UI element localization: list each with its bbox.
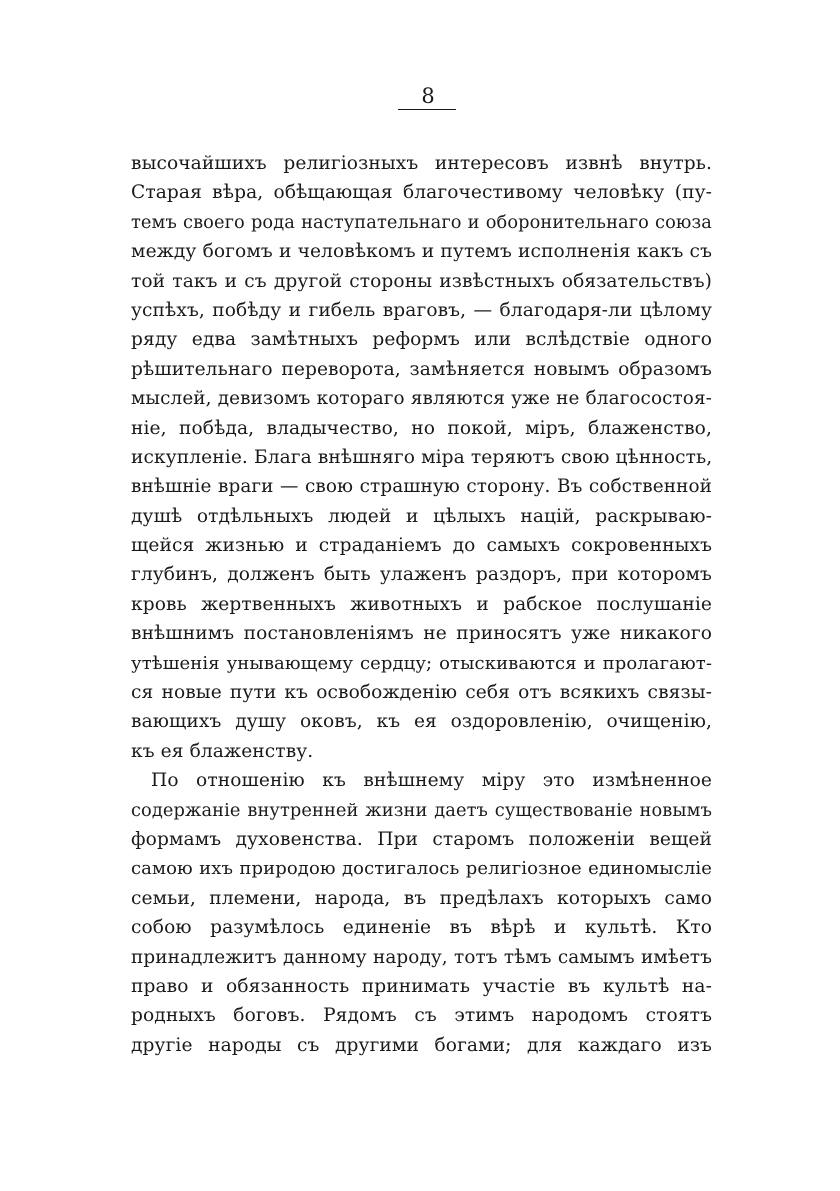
text-line: Старая вѣра, обѣщающая благочестивому человѣку (пу- [131,182,712,204]
text-line: утѣшенія унывающему сердцу; отыскиваются и пролагают- [131,652,712,674]
text-line: По отношенію къ внѣшнему міру это измѣненное [151,770,712,792]
text-line: высочайшихъ религіозныхъ интересовъ извнѣ внутрь. [131,153,712,174]
text-line: душѣ отдѣльныхъ людей и цѣлыхъ націй, раскрываю- [131,505,712,527]
text-line: ніе, побѣда, владычество, но покой, міръ, блаженство, [131,417,712,439]
paragraph-1 [131,149,712,766]
text-line: другіе народы съ другими богами; для каждаго изъ [131,1034,712,1056]
text-line: темъ своего рода наступательнаго и оборонительнаго союза [131,211,712,233]
text-line: кровь жертвенныхъ животныхъ и рабское послушаніе [131,593,712,615]
text-line: къ ея блаженству. [131,740,314,762]
text-line: внѣшніе враги — свою страшную сторону. Въ собственной [131,476,712,498]
text-line: той такъ и съ другой стороны извѣстныхъ обязательствъ) [131,270,712,292]
page-number-underline [398,109,456,110]
text-line: право и обязанность принимать участіе въ культѣ на- [131,975,712,997]
text-line: ся новые пути къ освобожденію себя отъ всякихъ связы- [131,682,712,704]
text-line: щейся жизнью и страданіемъ до самыхъ сокровенныхъ [131,535,712,557]
text-line: родныхъ боговъ. Рядомъ съ этимъ народомъ стоятъ [131,1005,712,1027]
text-line: мыслей, девизомъ котораго являются уже не благосостоя- [131,388,712,410]
text-line: самою ихъ природою достигалось религіозное единомысліе [131,858,712,880]
text-line: вающихъ душу оковъ, къ ея оздоровленію, очищенію, [131,711,712,733]
text-line: рѣшительнаго переворота, замѣняется новымъ образомъ [131,358,712,380]
text-line: собою разумѣлось единеніе въ вѣрѣ и культѣ. Кто [131,917,712,939]
text-line: глубинъ, долженъ быть улаженъ раздоръ, при которомъ [131,564,712,586]
text-line: успѣхъ, побѣду и гибель враговъ, — благодаря-ли цѣлому [131,299,712,321]
text-line: содержаніе внутренней жизни даетъ существованіе новымъ [131,799,712,821]
page-number: 8 [421,84,435,108]
text-line: ряду едва замѣтныхъ реформъ или вслѣдствіе одного [131,329,712,351]
text-line: принадлежитъ данному народу, тотъ тѣмъ самымъ имѣетъ [131,946,712,968]
text-line: формамъ духовенства. При старомъ положеніи вещей [131,828,712,850]
text-line: внѣшнимъ постановленіямъ не приносятъ уже никакого [131,623,712,645]
text-line: искупленіе. Блага внѣшняго міра теряютъ свою цѣнность, [131,446,713,468]
body-text [131,149,712,1060]
text-line: семьи, племени, народа, въ предѣлахъ которыхъ само [131,887,712,909]
paragraph-2 [131,766,712,1060]
text-line: между богомъ и человѣкомъ и путемъ исполненія какъ съ [131,241,712,263]
